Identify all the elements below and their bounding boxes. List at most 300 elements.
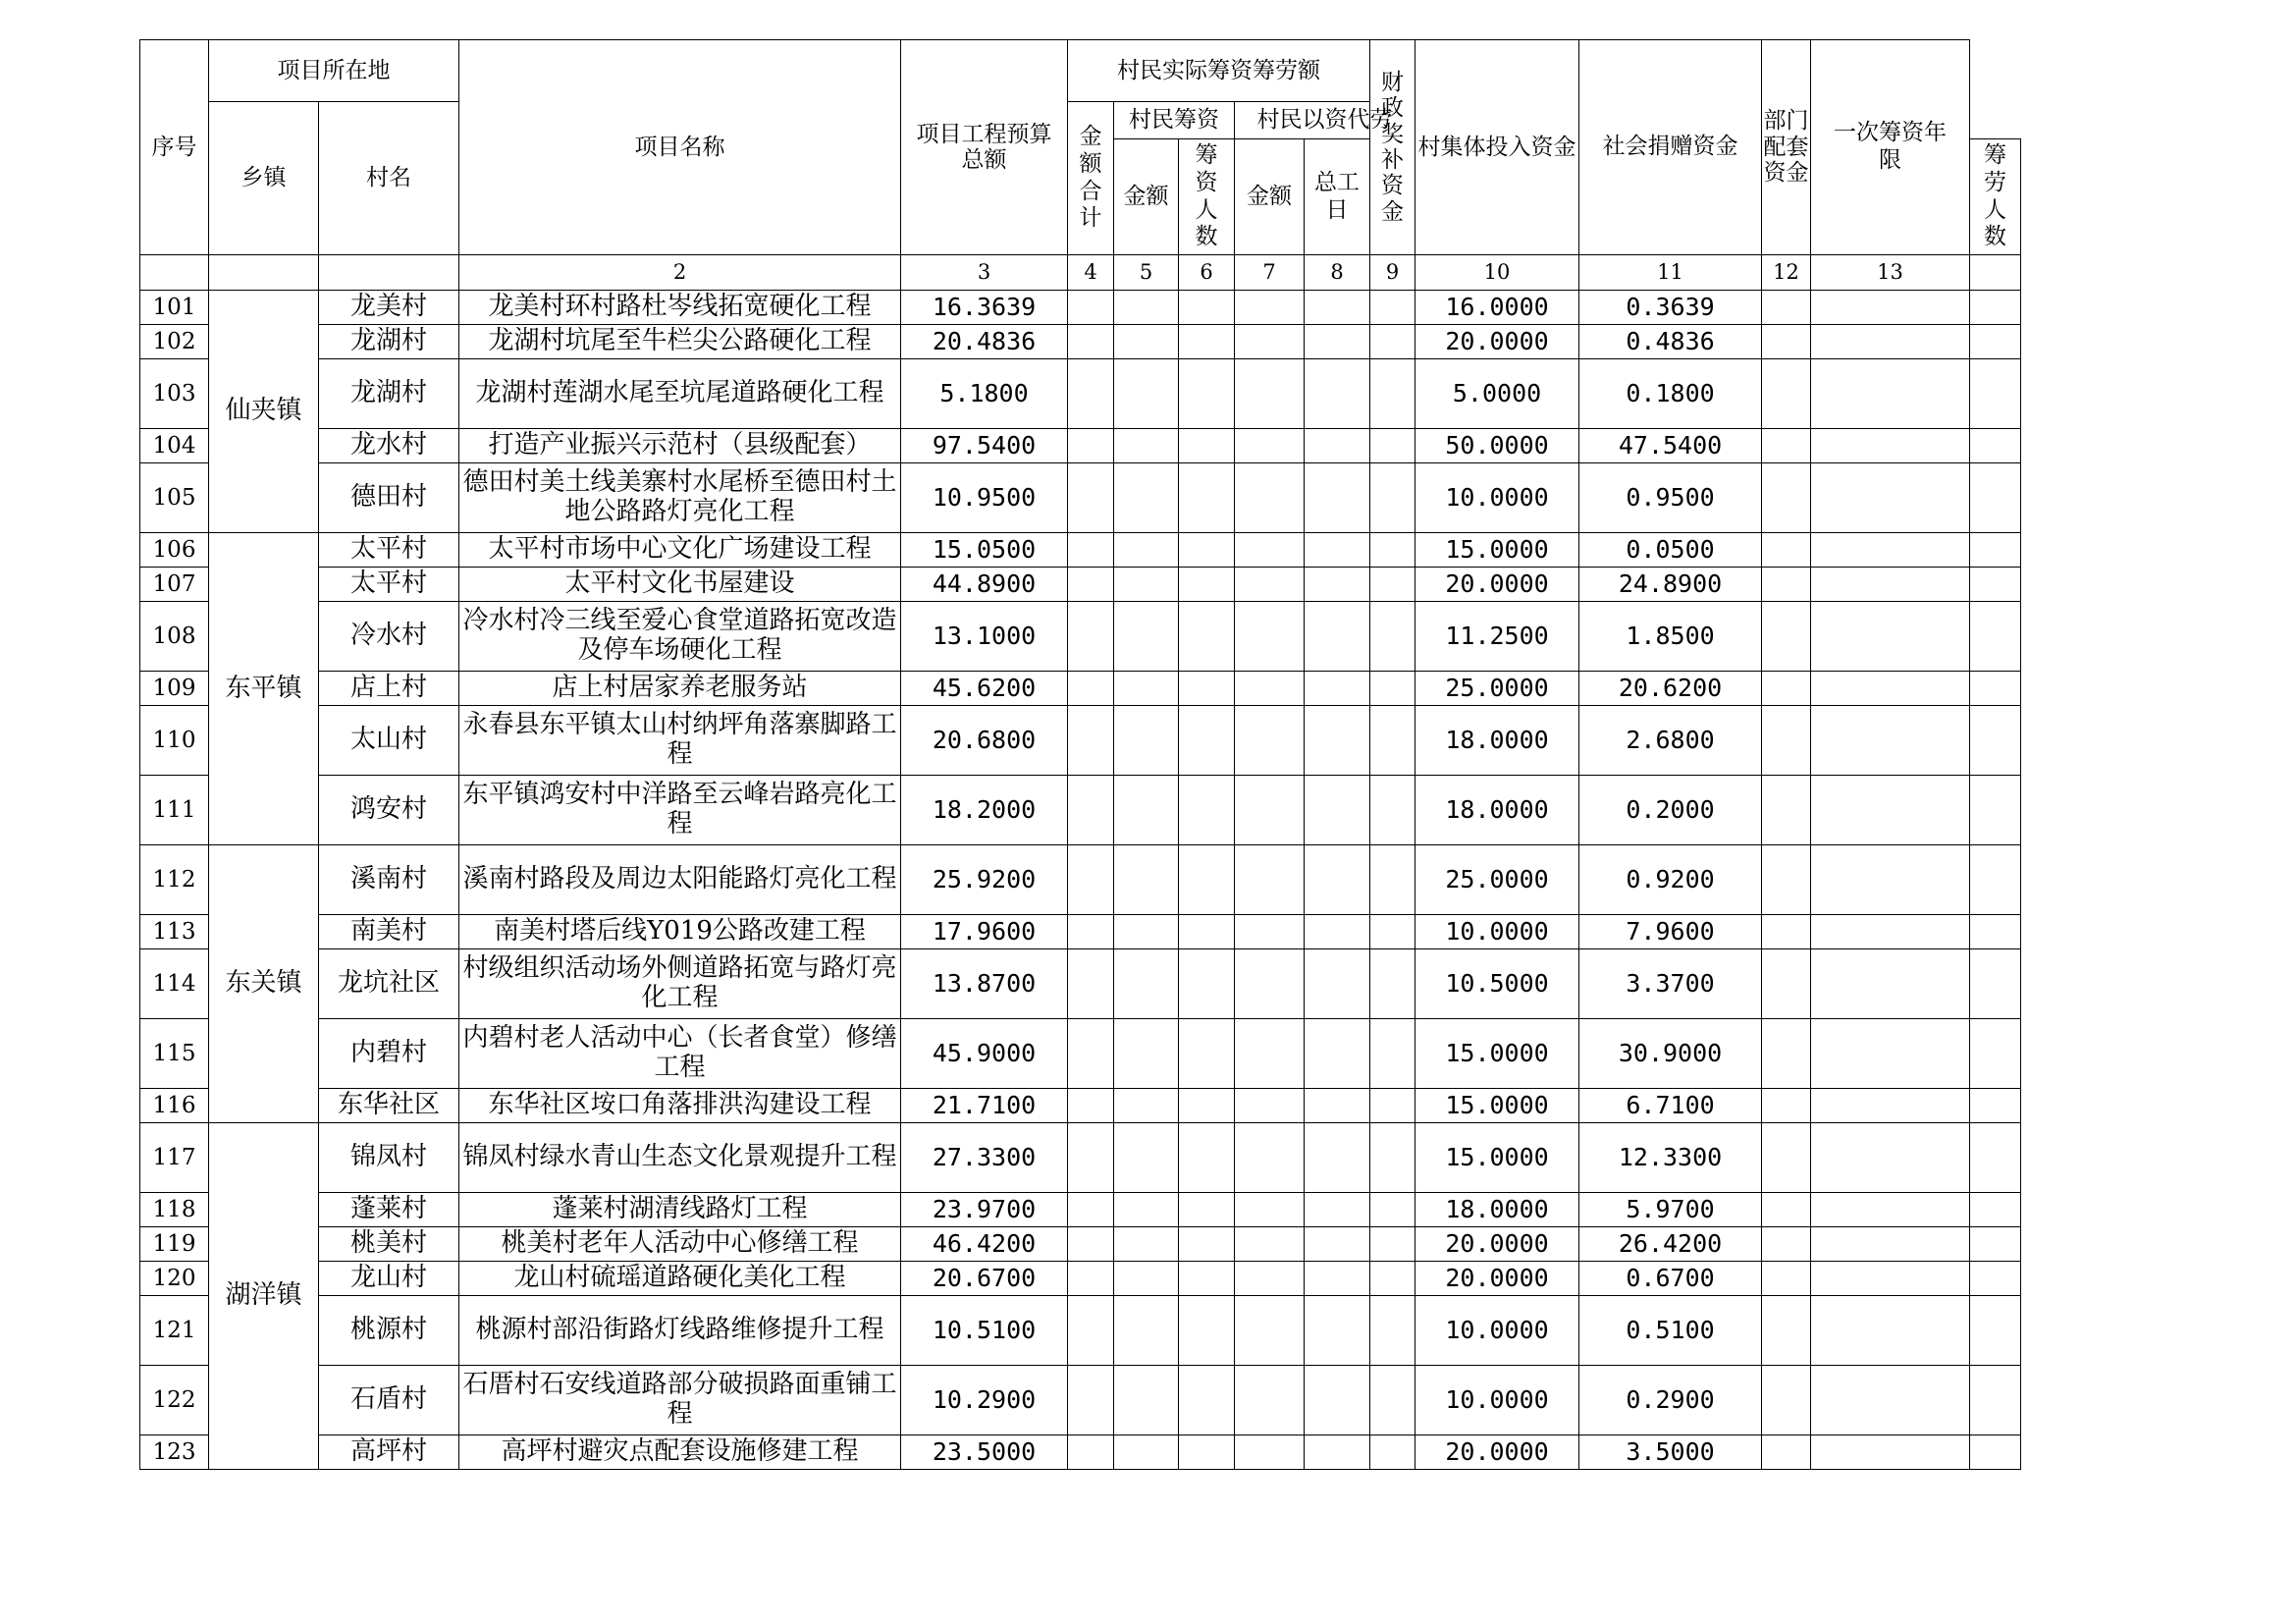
empty-cell bbox=[1235, 949, 1305, 1019]
project-name-cell: 桃美村老年人活动中心修缮工程 bbox=[459, 1227, 901, 1262]
header-finance: 财政奖补资金 bbox=[1370, 40, 1415, 255]
finance-cell: 25.0000 bbox=[1415, 845, 1579, 915]
empty-cell bbox=[1762, 533, 1811, 568]
empty-cell bbox=[1370, 915, 1415, 949]
empty-cell bbox=[1114, 776, 1179, 845]
empty-cell bbox=[1370, 845, 1415, 915]
project-name-cell: 内碧村老人活动中心（长者食堂）修缮工程 bbox=[459, 1019, 901, 1089]
table-row bbox=[140, 1366, 2021, 1435]
project-name-cell: 石厝村石安线道路部分破损路面重铺工程 bbox=[459, 1366, 901, 1435]
empty-cell bbox=[1762, 1435, 1811, 1470]
seq-cell: 103 bbox=[140, 359, 209, 429]
collective-cell: 3.5000 bbox=[1579, 1435, 1762, 1470]
empty-cell bbox=[1370, 1193, 1415, 1227]
header-location: 项目所在地 bbox=[209, 40, 459, 102]
village-cell: 德田村 bbox=[319, 463, 459, 533]
town-cell: 东关镇 bbox=[209, 845, 319, 1123]
empty-cell bbox=[1970, 1435, 2021, 1470]
header-labor-days: 总工日 bbox=[1305, 139, 1370, 255]
empty-cell bbox=[1370, 429, 1415, 463]
empty-cell bbox=[1370, 1262, 1415, 1296]
empty-cell bbox=[1114, 1366, 1179, 1435]
project-name-cell: 东平镇鸿安村中洋路至云峰岩路亮化工程 bbox=[459, 776, 901, 845]
village-cell: 石盾村 bbox=[319, 1366, 459, 1435]
empty-cell bbox=[1068, 1123, 1114, 1193]
empty-cell bbox=[1370, 568, 1415, 602]
village-cell: 鸿安村 bbox=[319, 776, 459, 845]
empty-cell bbox=[1970, 463, 2021, 533]
empty-cell bbox=[1970, 1089, 2021, 1123]
empty-cell bbox=[1370, 291, 1415, 325]
finance-cell: 15.0000 bbox=[1415, 1089, 1579, 1123]
empty-cell bbox=[1970, 359, 2021, 429]
empty-cell bbox=[1305, 949, 1370, 1019]
finance-cell: 18.0000 bbox=[1415, 1193, 1579, 1227]
town-cell: 东平镇 bbox=[209, 533, 319, 845]
empty-cell bbox=[1970, 915, 2021, 949]
table-body bbox=[140, 291, 2021, 1470]
finance-cell: 20.0000 bbox=[1415, 1262, 1579, 1296]
seq-cell: 119 bbox=[140, 1227, 209, 1262]
empty-cell bbox=[1762, 949, 1811, 1019]
empty-cell bbox=[1235, 706, 1305, 776]
table-row bbox=[140, 463, 2021, 533]
empty-cell bbox=[1305, 568, 1370, 602]
empty-cell bbox=[1305, 1435, 1370, 1470]
empty-cell bbox=[1068, 359, 1114, 429]
empty-cell bbox=[1179, 949, 1235, 1019]
table-row bbox=[140, 845, 2021, 915]
empty-cell bbox=[1114, 1227, 1179, 1262]
empty-cell bbox=[1762, 672, 1811, 706]
empty-cell bbox=[1305, 1366, 1370, 1435]
project-name-cell: 锦凤村绿水青山生态文化景观提升工程 bbox=[459, 1123, 901, 1193]
project-name-cell: 龙湖村坑尾至牛栏尖公路硬化工程 bbox=[459, 325, 901, 359]
empty-cell bbox=[1811, 533, 1970, 568]
header-labor-fund: 村民以资代劳 bbox=[1235, 102, 1415, 139]
table-row bbox=[140, 359, 2021, 429]
header-years: 一次筹资年限 bbox=[1811, 40, 1970, 255]
table-row bbox=[140, 568, 2021, 602]
collective-cell: 0.6700 bbox=[1579, 1262, 1762, 1296]
finance-cell: 15.0000 bbox=[1415, 1019, 1579, 1089]
empty-cell bbox=[1370, 325, 1415, 359]
empty-cell bbox=[1068, 291, 1114, 325]
header-town: 乡镇 bbox=[209, 102, 319, 255]
finance-cell: 10.5000 bbox=[1415, 949, 1579, 1019]
table-row bbox=[140, 915, 2021, 949]
empty-cell bbox=[1762, 1296, 1811, 1366]
budget-cell: 13.8700 bbox=[901, 949, 1068, 1019]
village-cell: 太平村 bbox=[319, 568, 459, 602]
finance-cell: 20.0000 bbox=[1415, 568, 1579, 602]
colnum-4: 4 bbox=[1068, 255, 1114, 291]
empty-cell bbox=[1970, 949, 2021, 1019]
empty-cell bbox=[1811, 1019, 1970, 1089]
empty-cell bbox=[1179, 706, 1235, 776]
table-row bbox=[140, 1089, 2021, 1123]
empty-cell bbox=[1068, 325, 1114, 359]
empty-cell bbox=[1811, 602, 1970, 672]
empty-cell bbox=[1305, 1089, 1370, 1123]
collective-cell: 24.8900 bbox=[1579, 568, 1762, 602]
empty-cell bbox=[1179, 915, 1235, 949]
empty-cell bbox=[1305, 429, 1370, 463]
table-row bbox=[140, 325, 2021, 359]
village-cell: 东华社区 bbox=[319, 1089, 459, 1123]
header-village: 村名 bbox=[319, 102, 459, 255]
collective-cell: 0.3639 bbox=[1579, 291, 1762, 325]
empty-cell bbox=[1970, 706, 2021, 776]
finance-cell: 11.2500 bbox=[1415, 602, 1579, 672]
colnum-5: 5 bbox=[1114, 255, 1179, 291]
finance-cell: 25.0000 bbox=[1415, 672, 1579, 706]
seq-cell: 117 bbox=[140, 1123, 209, 1193]
empty-cell bbox=[1811, 325, 1970, 359]
budget-cell: 15.0500 bbox=[901, 533, 1068, 568]
empty-cell bbox=[1235, 1193, 1305, 1227]
budget-cell: 20.6800 bbox=[901, 706, 1068, 776]
empty-cell bbox=[1970, 845, 2021, 915]
budget-cell: 13.1000 bbox=[901, 602, 1068, 672]
empty-cell bbox=[1114, 568, 1179, 602]
budget-cell: 20.4836 bbox=[901, 325, 1068, 359]
project-name-cell: 南美村塔后线Y019公路改建工程 bbox=[459, 915, 901, 949]
header-villager-total: 村民实际筹资筹劳额 bbox=[1068, 40, 1370, 102]
empty-cell bbox=[1235, 602, 1305, 672]
seq-cell: 121 bbox=[140, 1296, 209, 1366]
empty-cell bbox=[1114, 602, 1179, 672]
empty-cell bbox=[1114, 1193, 1179, 1227]
finance-cell: 5.0000 bbox=[1415, 359, 1579, 429]
village-cell: 高坪村 bbox=[319, 1435, 459, 1470]
table-row bbox=[140, 706, 2021, 776]
header-labor-amount: 金额 bbox=[1235, 139, 1305, 255]
budget-cell: 45.6200 bbox=[901, 672, 1068, 706]
finance-cell: 15.0000 bbox=[1415, 1123, 1579, 1193]
empty-cell bbox=[1970, 429, 2021, 463]
colnum-11: 11 bbox=[1579, 255, 1762, 291]
finance-cell: 10.0000 bbox=[1415, 463, 1579, 533]
header-labor-people: 筹劳人数 bbox=[1970, 139, 2021, 255]
empty-cell bbox=[1114, 325, 1179, 359]
project-name-cell: 东华社区垵口角落排洪沟建设工程 bbox=[459, 1089, 901, 1123]
empty-cell bbox=[1114, 429, 1179, 463]
budget-cell: 25.9200 bbox=[901, 845, 1068, 915]
empty-cell bbox=[1114, 463, 1179, 533]
colnum-6: 6 bbox=[1179, 255, 1235, 291]
empty-cell bbox=[1370, 1296, 1415, 1366]
village-cell: 龙水村 bbox=[319, 429, 459, 463]
empty-cell bbox=[1179, 1089, 1235, 1123]
header-fund-amount: 金额 bbox=[1114, 139, 1179, 255]
finance-cell: 10.0000 bbox=[1415, 1366, 1579, 1435]
header-seq: 序号 bbox=[140, 40, 209, 255]
project-name-cell: 溪南村路段及周边太阳能路灯亮化工程 bbox=[459, 845, 901, 915]
collective-cell: 0.9500 bbox=[1579, 463, 1762, 533]
collective-cell: 0.2000 bbox=[1579, 776, 1762, 845]
village-cell: 南美村 bbox=[319, 915, 459, 949]
village-cell: 锦凤村 bbox=[319, 1123, 459, 1193]
colnum-7: 7 bbox=[1235, 255, 1305, 291]
empty-cell bbox=[1811, 915, 1970, 949]
empty-cell bbox=[1811, 949, 1970, 1019]
seq-cell: 115 bbox=[140, 1019, 209, 1089]
budget-cell: 46.4200 bbox=[901, 1227, 1068, 1262]
collective-cell: 0.5100 bbox=[1579, 1296, 1762, 1366]
finance-cell: 20.0000 bbox=[1415, 325, 1579, 359]
seq-cell: 105 bbox=[140, 463, 209, 533]
empty-cell bbox=[1068, 706, 1114, 776]
empty-cell bbox=[1235, 1435, 1305, 1470]
empty-cell bbox=[1068, 602, 1114, 672]
empty-cell bbox=[1068, 1435, 1114, 1470]
empty-cell bbox=[1179, 1296, 1235, 1366]
header-amount-sum: 金额合计 bbox=[1068, 102, 1114, 255]
empty-cell bbox=[1114, 1089, 1179, 1123]
project-name-cell: 龙湖村莲湖水尾至坑尾道路硬化工程 bbox=[459, 359, 901, 429]
village-cell: 龙湖村 bbox=[319, 325, 459, 359]
empty-cell bbox=[1811, 706, 1970, 776]
empty-cell bbox=[1179, 602, 1235, 672]
empty-cell bbox=[1811, 291, 1970, 325]
empty-cell bbox=[1970, 1019, 2021, 1089]
empty-cell bbox=[1762, 1262, 1811, 1296]
project-name-cell: 高坪村避灾点配套设施修建工程 bbox=[459, 1435, 901, 1470]
empty-cell bbox=[1068, 845, 1114, 915]
empty-cell bbox=[1179, 845, 1235, 915]
budget-cell: 23.5000 bbox=[901, 1435, 1068, 1470]
empty-cell bbox=[1370, 1366, 1415, 1435]
table-row bbox=[140, 1123, 2021, 1193]
table-row bbox=[140, 949, 2021, 1019]
empty-cell bbox=[1970, 1366, 2021, 1435]
empty-cell bbox=[1235, 429, 1305, 463]
table-row bbox=[140, 1262, 2021, 1296]
seq-cell: 111 bbox=[140, 776, 209, 845]
empty-cell bbox=[1114, 291, 1179, 325]
table-row bbox=[140, 429, 2021, 463]
empty-cell bbox=[1811, 429, 1970, 463]
table-row bbox=[140, 533, 2021, 568]
project-name-cell: 永春县东平镇太山村纳坪角落寨脚路工程 bbox=[459, 706, 901, 776]
table-row bbox=[140, 291, 2021, 325]
village-cell: 太平村 bbox=[319, 533, 459, 568]
empty-cell bbox=[1811, 1262, 1970, 1296]
empty-cell bbox=[1305, 359, 1370, 429]
empty-cell bbox=[1762, 568, 1811, 602]
village-cell: 桃美村 bbox=[319, 1227, 459, 1262]
table-row bbox=[140, 776, 2021, 845]
table-row bbox=[140, 1193, 2021, 1227]
empty-cell bbox=[1762, 706, 1811, 776]
empty-cell bbox=[1068, 533, 1114, 568]
seq-cell: 112 bbox=[140, 845, 209, 915]
empty-cell bbox=[1370, 1123, 1415, 1193]
project-name-cell: 德田村美土线美寨村水尾桥至德田村土地公路路灯亮化工程 bbox=[459, 463, 901, 533]
seq-cell: 116 bbox=[140, 1089, 209, 1123]
seq-cell: 106 bbox=[140, 533, 209, 568]
header-budget: 项目工程预算总额 bbox=[901, 40, 1068, 255]
collective-cell: 12.3300 bbox=[1579, 1123, 1762, 1193]
empty-cell bbox=[1235, 1019, 1305, 1089]
project-name-cell: 太平村市场中心文化广场建设工程 bbox=[459, 533, 901, 568]
collective-cell: 0.1800 bbox=[1579, 359, 1762, 429]
colnum-8: 8 bbox=[1305, 255, 1370, 291]
empty-cell bbox=[1811, 1366, 1970, 1435]
empty-cell bbox=[1305, 776, 1370, 845]
empty-cell bbox=[1114, 845, 1179, 915]
empty-cell bbox=[1370, 672, 1415, 706]
empty-cell bbox=[1068, 463, 1114, 533]
village-cell: 内碧村 bbox=[319, 1019, 459, 1089]
empty-cell bbox=[1370, 949, 1415, 1019]
colnum-cell bbox=[1970, 255, 2021, 291]
table-row bbox=[140, 1019, 2021, 1089]
project-name-cell: 店上村居家养老服务站 bbox=[459, 672, 901, 706]
budget-cell: 5.1800 bbox=[901, 359, 1068, 429]
table-row bbox=[140, 1296, 2021, 1366]
empty-cell bbox=[1068, 429, 1114, 463]
empty-cell bbox=[1305, 1123, 1370, 1193]
empty-cell bbox=[1305, 602, 1370, 672]
empty-cell bbox=[1114, 1019, 1179, 1089]
finance-cell: 18.0000 bbox=[1415, 776, 1579, 845]
seq-cell: 104 bbox=[140, 429, 209, 463]
empty-cell bbox=[1762, 463, 1811, 533]
seq-cell: 102 bbox=[140, 325, 209, 359]
table-row bbox=[140, 602, 2021, 672]
empty-cell bbox=[1811, 845, 1970, 915]
seq-cell: 118 bbox=[140, 1193, 209, 1227]
empty-cell bbox=[1762, 1193, 1811, 1227]
finance-cell: 20.0000 bbox=[1415, 1435, 1579, 1470]
empty-cell bbox=[1762, 602, 1811, 672]
colnum-cell bbox=[319, 255, 459, 291]
empty-cell bbox=[1114, 706, 1179, 776]
header-project: 项目名称 bbox=[459, 40, 901, 255]
village-cell: 桃源村 bbox=[319, 1296, 459, 1366]
empty-cell bbox=[1970, 1227, 2021, 1262]
header-villager-fund: 村民筹资 bbox=[1114, 102, 1235, 139]
empty-cell bbox=[1235, 291, 1305, 325]
empty-cell bbox=[1305, 845, 1370, 915]
empty-cell bbox=[1114, 533, 1179, 568]
empty-cell bbox=[1235, 1366, 1305, 1435]
empty-cell bbox=[1370, 706, 1415, 776]
empty-cell bbox=[1811, 463, 1970, 533]
collective-cell: 1.8500 bbox=[1579, 602, 1762, 672]
empty-cell bbox=[1305, 533, 1370, 568]
budget-cell: 97.5400 bbox=[901, 429, 1068, 463]
budget-cell: 17.9600 bbox=[901, 915, 1068, 949]
colnum-cell bbox=[209, 255, 319, 291]
finance-cell: 16.0000 bbox=[1415, 291, 1579, 325]
empty-cell bbox=[1068, 915, 1114, 949]
colnum-13: 13 bbox=[1811, 255, 1970, 291]
budget-cell: 44.8900 bbox=[901, 568, 1068, 602]
empty-cell bbox=[1370, 776, 1415, 845]
project-name-cell: 龙美村环村路杜岑线拓宽硬化工程 bbox=[459, 291, 901, 325]
empty-cell bbox=[1235, 1227, 1305, 1262]
empty-cell bbox=[1114, 359, 1179, 429]
seq-cell: 107 bbox=[140, 568, 209, 602]
empty-cell bbox=[1068, 1193, 1114, 1227]
seq-cell: 109 bbox=[140, 672, 209, 706]
empty-cell bbox=[1970, 1193, 2021, 1227]
empty-cell bbox=[1235, 1123, 1305, 1193]
empty-cell bbox=[1370, 1227, 1415, 1262]
village-cell: 龙湖村 bbox=[319, 359, 459, 429]
collective-cell: 0.0500 bbox=[1579, 533, 1762, 568]
project-name-cell: 蓬莱村湖清线路灯工程 bbox=[459, 1193, 901, 1227]
empty-cell bbox=[1970, 776, 2021, 845]
colnum-12: 12 bbox=[1762, 255, 1811, 291]
collective-cell: 3.3700 bbox=[1579, 949, 1762, 1019]
village-cell: 龙美村 bbox=[319, 291, 459, 325]
colnum-10: 10 bbox=[1415, 255, 1579, 291]
budget-cell: 16.3639 bbox=[901, 291, 1068, 325]
seq-cell: 120 bbox=[140, 1262, 209, 1296]
empty-cell bbox=[1179, 1227, 1235, 1262]
empty-cell bbox=[1235, 1296, 1305, 1366]
budget-cell: 21.7100 bbox=[901, 1089, 1068, 1123]
empty-cell bbox=[1179, 1435, 1235, 1470]
budget-cell: 20.6700 bbox=[901, 1262, 1068, 1296]
empty-cell bbox=[1762, 1089, 1811, 1123]
empty-cell bbox=[1970, 568, 2021, 602]
empty-cell bbox=[1235, 1089, 1305, 1123]
empty-cell bbox=[1305, 1019, 1370, 1089]
seq-cell: 108 bbox=[140, 602, 209, 672]
table-row bbox=[140, 1435, 2021, 1470]
empty-cell bbox=[1114, 1296, 1179, 1366]
empty-cell bbox=[1762, 915, 1811, 949]
budget-cell: 45.9000 bbox=[901, 1019, 1068, 1089]
finance-cell: 20.0000 bbox=[1415, 1227, 1579, 1262]
empty-cell bbox=[1068, 1296, 1114, 1366]
collective-cell: 0.4836 bbox=[1579, 325, 1762, 359]
empty-cell bbox=[1762, 776, 1811, 845]
empty-cell bbox=[1179, 463, 1235, 533]
collective-cell: 7.9600 bbox=[1579, 915, 1762, 949]
empty-cell bbox=[1068, 1227, 1114, 1262]
project-name-cell: 桃源村部沿街路灯线路维修提升工程 bbox=[459, 1296, 901, 1366]
empty-cell bbox=[1179, 1123, 1235, 1193]
empty-cell bbox=[1811, 672, 1970, 706]
empty-cell bbox=[1970, 1296, 2021, 1366]
empty-cell bbox=[1370, 359, 1415, 429]
empty-cell bbox=[1305, 291, 1370, 325]
empty-cell bbox=[1114, 915, 1179, 949]
empty-cell bbox=[1762, 1227, 1811, 1262]
village-cell: 店上村 bbox=[319, 672, 459, 706]
empty-cell bbox=[1179, 1262, 1235, 1296]
empty-cell bbox=[1370, 463, 1415, 533]
village-cell: 蓬莱村 bbox=[319, 1193, 459, 1227]
empty-cell bbox=[1305, 1227, 1370, 1262]
empty-cell bbox=[1970, 602, 2021, 672]
empty-cell bbox=[1235, 776, 1305, 845]
empty-cell bbox=[1970, 533, 2021, 568]
empty-cell bbox=[1235, 359, 1305, 429]
table-row bbox=[140, 672, 2021, 706]
collective-cell: 0.2900 bbox=[1579, 1366, 1762, 1435]
empty-cell bbox=[1811, 1435, 1970, 1470]
seq-cell: 123 bbox=[140, 1435, 209, 1470]
empty-cell bbox=[1235, 915, 1305, 949]
empty-cell bbox=[1970, 672, 2021, 706]
